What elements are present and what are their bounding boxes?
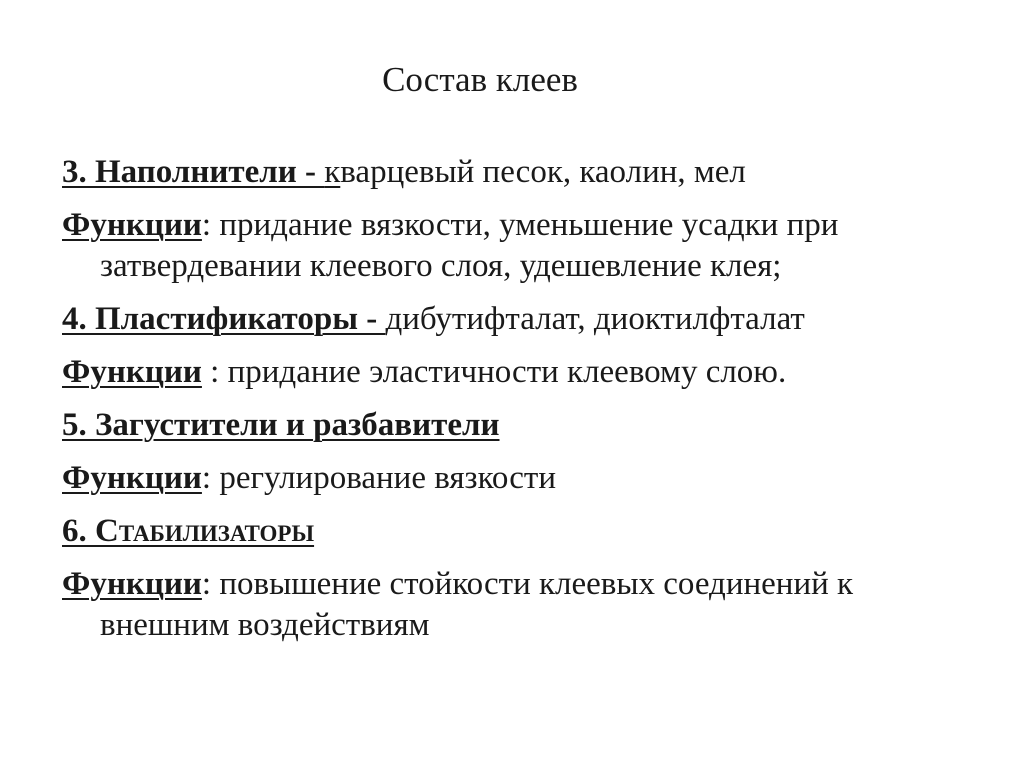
functions-label: Функции	[62, 460, 202, 496]
item-thickeners-functions	[62, 458, 982, 499]
item-fillers-functions	[62, 205, 982, 287]
item-stabilizers-functions	[62, 564, 982, 646]
functions-text: : повышение стойкости клеевых соединений к внешним воздействиям	[100, 566, 854, 643]
item-thickeners	[62, 405, 982, 446]
slide-content	[62, 152, 982, 646]
functions-text: : регулирование вязкости	[201, 460, 556, 496]
fillers-underlined-letter: к	[324, 154, 341, 190]
plasticizers-text: дибутифталат, диоктилфталат	[385, 301, 805, 337]
stabilizers-heading: 6. Стабилизаторы	[62, 513, 315, 549]
item-stabilizers	[62, 511, 982, 552]
item-fillers	[62, 152, 982, 193]
functions-label: Функции	[62, 354, 202, 390]
functions-label: Функции	[62, 566, 202, 602]
thickeners-heading: 5. Загустители и разбавители	[62, 407, 500, 443]
plasticizers-heading: 4. Пластификаторы -	[62, 301, 386, 337]
item-plasticizers	[62, 299, 982, 340]
fillers-heading: 3. Наполнители -	[62, 154, 325, 190]
functions-text: : придание вязкости, уменьшение усадки при затвердевании клеевого слоя, удешевление клея;	[100, 207, 839, 284]
slide-title: Состав клеев	[382, 60, 578, 99]
fillers-text: варцевый песок, каолин, мел	[340, 154, 746, 190]
functions-text: : придание эластичности клеевому слою.	[201, 354, 787, 390]
item-plasticizers-functions	[62, 352, 982, 393]
functions-label: Функции	[62, 207, 202, 243]
